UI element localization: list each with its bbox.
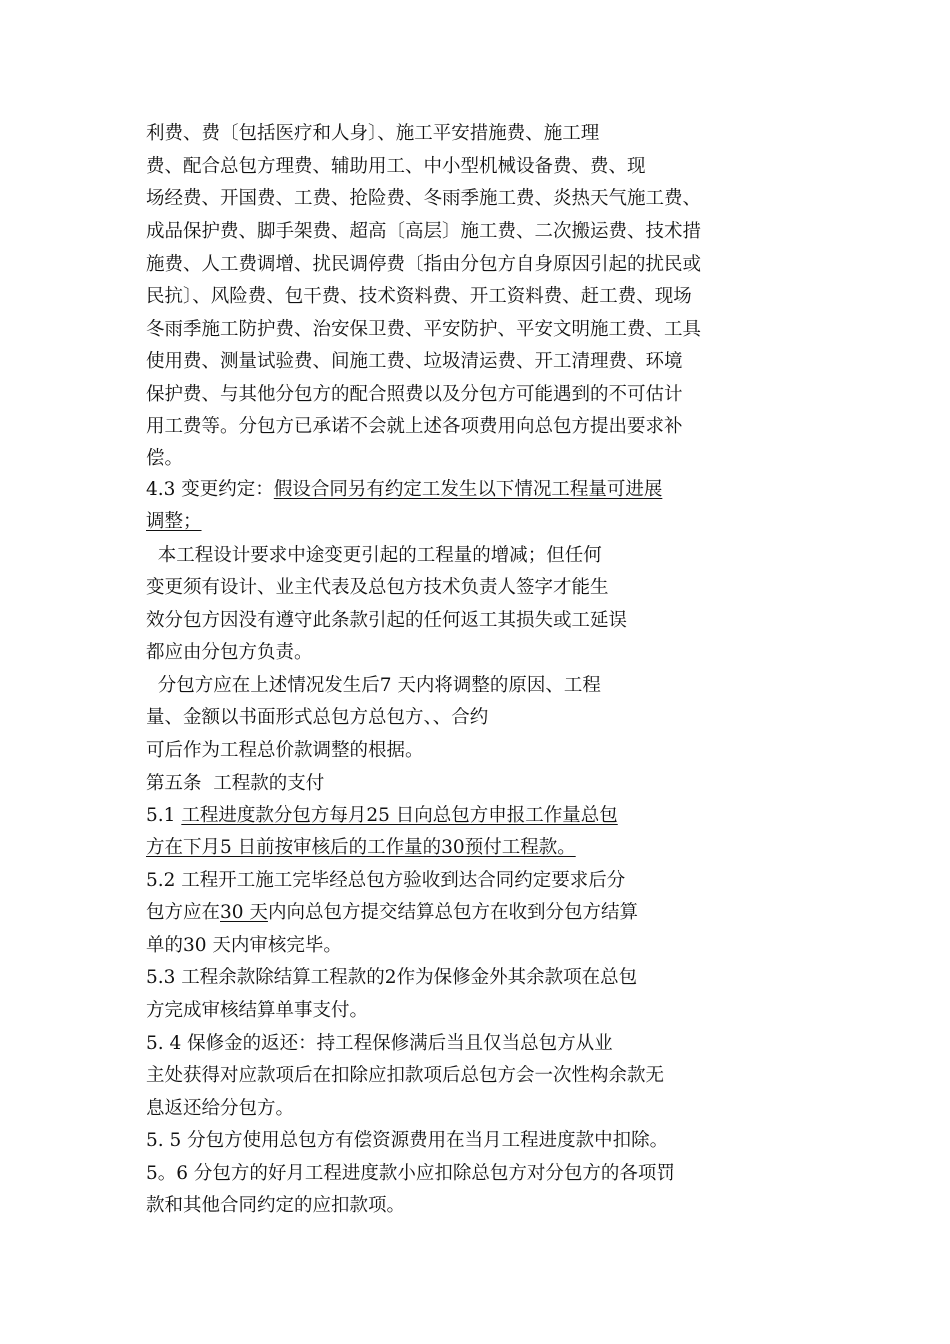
text-line: 施费、人工费调增、扰民调停费〔指由分包方自身原因引起的扰民或 <box>146 254 702 275</box>
section-4-3-heading <box>146 478 662 502</box>
section-4-3-underlined-cont: 调整； <box>146 511 202 532</box>
text-line: 冬雨季施工防护费、治安保卫费、平安防护、平安文明施工费、工具 <box>146 319 702 340</box>
adjust-paragraph-line: 量、金额以书面形式总包方总包方、、合约 <box>146 707 489 728</box>
change-paragraph-line: 本工程设计要求中途变更引起的工程量的增减；但任何 <box>146 545 602 566</box>
text-line: 成品保护费、脚手架费、超高〔高层〕施工费、二次搬运费、技术措 <box>146 221 702 242</box>
text-line: 费、配合总包方理费、辅助用工、中小型机械设备费、费、现 <box>146 156 646 177</box>
text-line: 利费、费〔包括医疗和人身〕、施工平安措施费、施工理 <box>146 123 600 144</box>
article-5-title: 第五条 工程款的支付 <box>146 773 325 794</box>
section-4-3-prefix: 4.3 变更约定： <box>146 479 274 500</box>
section-4-3-underlined: 假设合同另有约定工发生以下情况工程量可进展 <box>273 479 663 500</box>
text-line: 保护费、与其他分包方的配合照费以及分包方可能遇到的不可估计 <box>146 384 683 405</box>
section-5-2-underlined: 30 天 <box>220 902 268 923</box>
change-paragraph-line: 效分包方因没有遵守此条款引起的任何返工其损失或工延误 <box>146 610 628 631</box>
section-5-5: 5. 5 分包方使用总包方有偿资源费用在当月工程进度款中扣除。 <box>146 1130 669 1151</box>
section-5-3-line2: 方完成审核结算单事支付。 <box>146 1000 369 1021</box>
section-5-2-before: 包方应在 <box>146 902 221 923</box>
section-5-4-line2: 主处获得对应款项后在扣除应扣款项后总包方会一次性构余款无 <box>146 1065 665 1086</box>
adjust-paragraph-line: 分包方应在上述情况发生后7 天内将调整的原因、工程 <box>146 675 601 696</box>
section-5-1-underlined: 工程进度款分包方每月25 日向总包方申报工作量总包 <box>181 805 618 826</box>
section-5-2: 5.2 工程开工施工完毕经总包方验收到达合同约定要求后分 <box>146 870 626 891</box>
text-line: 场经费、开国费、工费、抢险费、冬雨季施工费、炎热天气施工费、 <box>146 188 702 209</box>
change-paragraph-line: 变更须有设计、业主代表及总包方技术负责人签字才能生 <box>146 577 609 598</box>
text-line: 用工费等。分包方已承诺不会就上述各项费用向总包方提出要求补 <box>146 416 683 437</box>
text-line: 民抗〕、风险费、包干费、技术资料费、开工资料费、赶工费、现场 <box>146 286 692 307</box>
text-line: 使用费、测量试验费、间施工费、垃圾清运费、开工清理费、环境 <box>146 351 683 372</box>
section-5-1-underlined-cont: 方在下月5 日前按审核后的工作量的30预付工程款。 <box>146 837 576 858</box>
section-5-4: 5. 4 保修金的返还：持工程保修满后当且仅当总包方从业 <box>146 1033 613 1054</box>
change-paragraph-line: 都应由分包方负责。 <box>146 642 313 663</box>
section-5-2-line3: 单的30 天内审核完毕。 <box>146 935 342 956</box>
section-5-3: 5.3 工程余款除结算工程款的2作为保修金外其余款项在总包 <box>146 967 638 988</box>
section-5-4-line3: 息返还给分包方。 <box>146 1098 295 1119</box>
section-5-1-prefix: 5.1 <box>146 805 182 826</box>
section-5-6-line2: 款和其他合同约定的应扣款项。 <box>146 1195 406 1216</box>
text-line: 偿。 <box>146 448 184 469</box>
section-4-3-line2 <box>146 510 202 534</box>
section-5-1 <box>146 804 618 828</box>
section-5-2-after: 内向总包方提交结算总包方在收到分包方结算 <box>267 902 638 923</box>
section-5-2-line2 <box>146 901 638 925</box>
adjust-paragraph-line: 可后作为工程总价款调整的根据。 <box>146 740 424 761</box>
section-5-1-line2 <box>146 836 576 860</box>
section-5-6: 5。6 分包方的好月工程进度款小应扣除总包方对分包方的各项罚 <box>146 1163 675 1184</box>
